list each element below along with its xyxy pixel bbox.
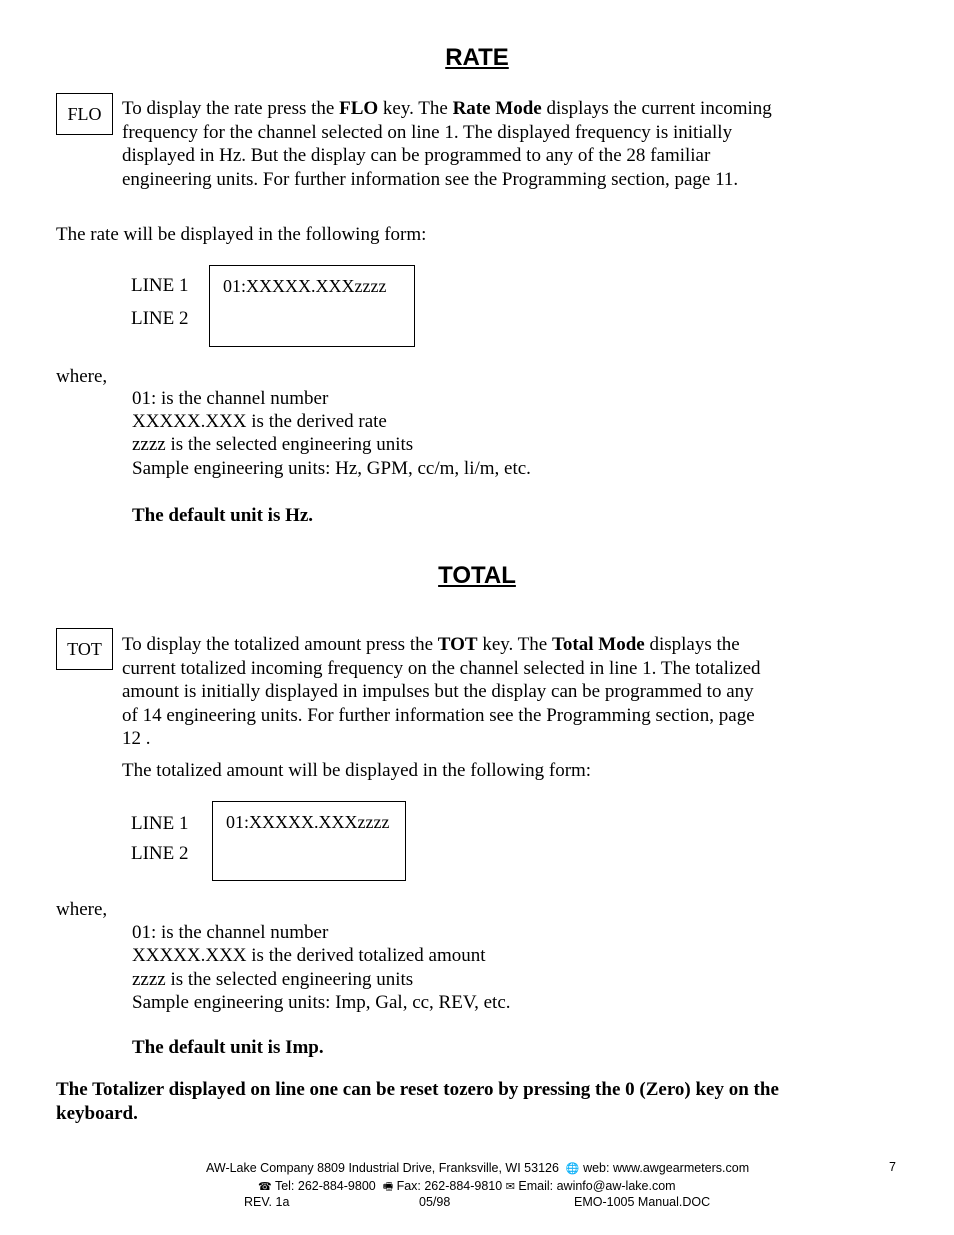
footer-fax: Fax: 262-884-9810 xyxy=(396,1179,503,1193)
footer-rev: REV. 1a xyxy=(244,1195,290,1209)
total-intro-text-2: key. The xyxy=(477,634,552,655)
total-display-text: 01:XXXXX.XXXzzzz xyxy=(226,812,390,832)
rate-intro-text-3: displays the current incoming frequency for the channel selected on line 1. The displayed frequency is initially displayed in Hz. But the display can be programmed to any of the 28 familiar engineering units. For further information see the Programming section, page 11. xyxy=(122,98,772,190)
total-intro-text-3: displays the current totalized incoming frequency on the channel selected in line 1. The totalized amount is initially displayed in impulses but the display can be programmed to any of 14 engineering units. For further information see the Programming section, page 12 . xyxy=(122,634,761,749)
rate-line2-label: LINE 2 xyxy=(131,308,189,329)
total-item-2: XXXXX.XXX is the derived totalized amount xyxy=(132,945,486,966)
total-line2-label: LINE 2 xyxy=(131,843,189,864)
footer-web: web: www.awgearmeters.com xyxy=(583,1161,750,1175)
total-reset-note: The Totalizer displayed on line one can be reset tozero by pressing the 0 (Zero) key on the keyboard. xyxy=(56,1079,779,1124)
rate-intro-text-1: To display the rate press the xyxy=(122,98,340,119)
telephone-icon: ☎ xyxy=(258,1180,272,1193)
total-intro-bold-mode: Total Mode xyxy=(551,634,645,655)
rate-display-text: 01:XXXXX.XXXzzzz xyxy=(223,276,387,296)
total-display-box xyxy=(212,801,406,881)
rate-intro-text-2: key. The xyxy=(378,98,453,119)
rate-item-1: 01: is the channel number xyxy=(132,388,329,409)
footer-line-1 xyxy=(206,1161,749,1175)
footer-company: AW-Lake Company 8809 Industrial Drive, Franksville, WI 53126 xyxy=(206,1161,559,1175)
footer-doc: EMO-1005 Manual.DOC xyxy=(574,1195,711,1209)
rate-display-box xyxy=(209,265,415,347)
rate-item-3: zzzz is the selected engineering units xyxy=(132,434,414,455)
globe-icon: 🌐 xyxy=(565,1162,580,1175)
total-default-unit: The default unit is Imp. xyxy=(132,1037,324,1058)
total-where: where, xyxy=(56,899,108,920)
footer-email: Email: awinfo@aw-lake.com xyxy=(518,1179,676,1193)
total-intro-paragraph xyxy=(122,633,772,751)
rate-form-text: The rate will be displayed in the following form: xyxy=(56,224,427,245)
rate-intro-paragraph xyxy=(122,97,787,191)
footer-tel: Tel: 262-884-9800 xyxy=(274,1179,376,1193)
total-item-3: zzzz is the selected engineering units xyxy=(132,969,414,990)
rate-where: where, xyxy=(56,366,108,387)
rate-line1-label: LINE 1 xyxy=(131,275,189,296)
total-form-text: The totalized amount will be displayed in the following form: xyxy=(122,760,592,781)
total-heading: TOTAL xyxy=(438,562,516,589)
footer-date: 05/98 xyxy=(419,1195,451,1209)
rate-item-4: Sample engineering units: Hz, GPM, cc/m, li/m, etc. xyxy=(132,458,531,479)
tot-key-label: TOT xyxy=(67,638,102,659)
total-line1-label: LINE 1 xyxy=(131,813,189,834)
rate-item-2: XXXXX.XXX is the derived rate xyxy=(132,411,387,432)
total-intro-bold-tot: TOT xyxy=(437,634,478,655)
fax-icon: 🖷 xyxy=(382,1180,394,1193)
rate-intro-bold-flo: FLO xyxy=(339,98,379,119)
rate-heading: RATE xyxy=(445,44,509,71)
total-item-1: 01: is the channel number xyxy=(132,922,329,943)
flo-key-box xyxy=(56,93,113,135)
flo-key-label: FLO xyxy=(67,103,102,124)
rate-intro-bold-mode: Rate Mode xyxy=(452,98,542,119)
total-intro-text-1: To display the totalized amount press the xyxy=(122,634,438,655)
rate-default-unit: The default unit is Hz. xyxy=(132,505,314,526)
total-item-4: Sample engineering units: Imp, Gal, cc, REV, etc. xyxy=(132,992,511,1013)
tot-key-box xyxy=(56,628,113,670)
email-icon: ✉ xyxy=(505,1180,515,1193)
page-number: 7 xyxy=(889,1160,896,1174)
